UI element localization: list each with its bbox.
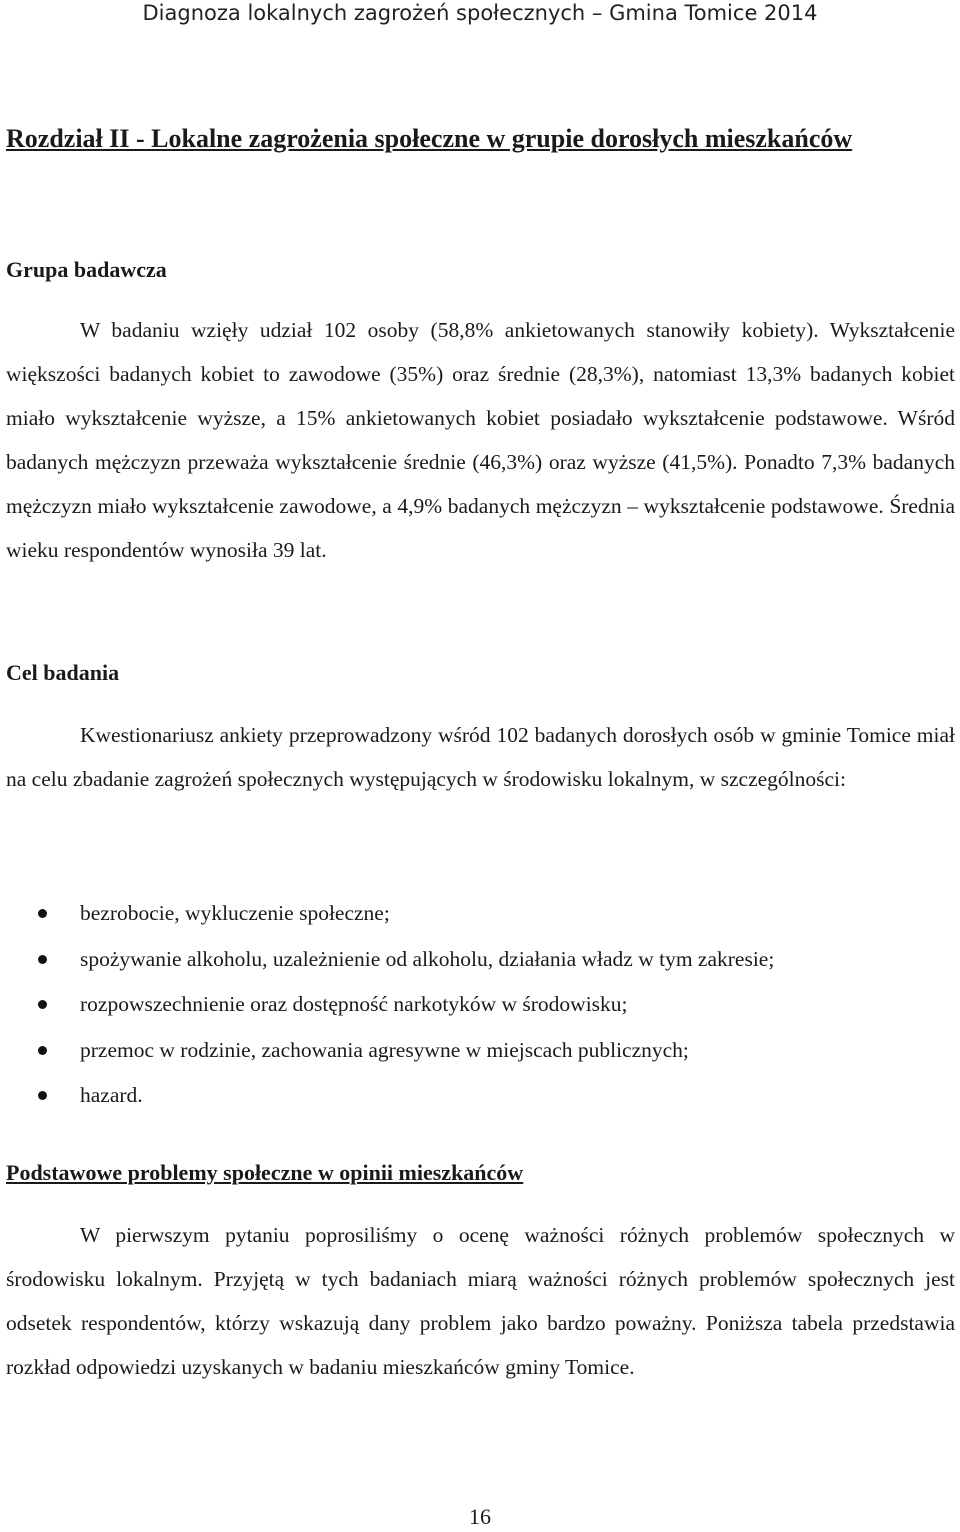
list-item-text: spożywanie alkoholu, uzależnienie od alkoholu, działania władz w tym zakresie; xyxy=(80,946,775,971)
paragraph-basic-problems-text: W pierwszym pytaniu poprosiliśmy o ocenę ważności różnych problemów społecznych w środowisku lokalnym. Przyjętą w tych badaniach miarą ważności różnych problemów społecznych jest odsetek respondentów, którzy wskazują dany problem jako bardzo poważny. Poniższa tabela przedstawia rozkład odpowiedzi uzyskanych w badaniu mieszkańców gminy Tomice. xyxy=(6,1223,955,1379)
heading-research-goal: Cel badania xyxy=(6,660,120,685)
chapter-title: Rozdział II - Lokalne zagrożenia społeczne w grupie dorosłych mieszkańców xyxy=(6,124,853,153)
list-item xyxy=(0,891,774,937)
bullet-icon xyxy=(38,1091,47,1100)
list-item xyxy=(0,937,774,983)
bullet-icon xyxy=(38,1000,47,1009)
list-item-text: przemoc w rodzinie, zachowania agresywne w miejscach publicznych; xyxy=(80,1037,689,1062)
heading-research-group: Grupa badawcza xyxy=(6,257,167,282)
bullet-icon xyxy=(38,955,47,964)
list-item-text: rozpowszechnienie oraz dostępność narkotyków w środowisku; xyxy=(80,992,628,1016)
list-item-text: bezrobocie, wykluczenie społeczne; xyxy=(80,901,390,925)
running-header: Diagnoza lokalnych zagrożeń społecznych – Gmina Tomice 2014 xyxy=(142,1,818,25)
paragraph-research-group xyxy=(6,308,955,572)
page-number: 16 xyxy=(469,1504,491,1529)
threat-list xyxy=(0,891,774,1119)
list-item xyxy=(0,1073,774,1119)
bullet-icon xyxy=(38,909,47,918)
list-item-text: hazard. xyxy=(80,1083,143,1107)
paragraph-research-goal-text: Kwestionariusz ankiety przeprowadzony wśród 102 badanych dorosłych osób w gminie Tomice miał na celu zbadanie zagrożeń społecznych występujących w środowisku lokalnym, w szczególności: xyxy=(6,723,955,791)
list-item xyxy=(0,1028,774,1074)
list-item xyxy=(0,982,774,1028)
heading-basic-problems: Podstawowe problemy społeczne w opinii mieszkańców xyxy=(6,1160,524,1185)
paragraph-research-group-text: W badaniu wzięły udział 102 osoby (58,8% ankietowanych stanowiły kobiety). Wykształcenie większości badanych kobiet to zawodowe (35%) oraz średnie (28,3%), natomiast 13,3% badanych kobiet miało wykształcenie wyższe, a 15% ankietowanych kobiet posiadało wykształcenie podstawowe. Wśród badanych mężczyzn przeważa wykształcenie średnie (46,3%) oraz wyższe (41,5%). Ponadto 7,3% badanych mężczyzn miało wykształcenie zawodowe, a 4,9% badanych mężczyzn – wykształcenie podstawowe. Średnia wieku respondentów wynosiła 39 lat. xyxy=(6,318,955,562)
bullet-icon xyxy=(38,1046,47,1055)
paragraph-research-goal xyxy=(6,713,955,801)
paragraph-basic-problems xyxy=(6,1213,955,1389)
